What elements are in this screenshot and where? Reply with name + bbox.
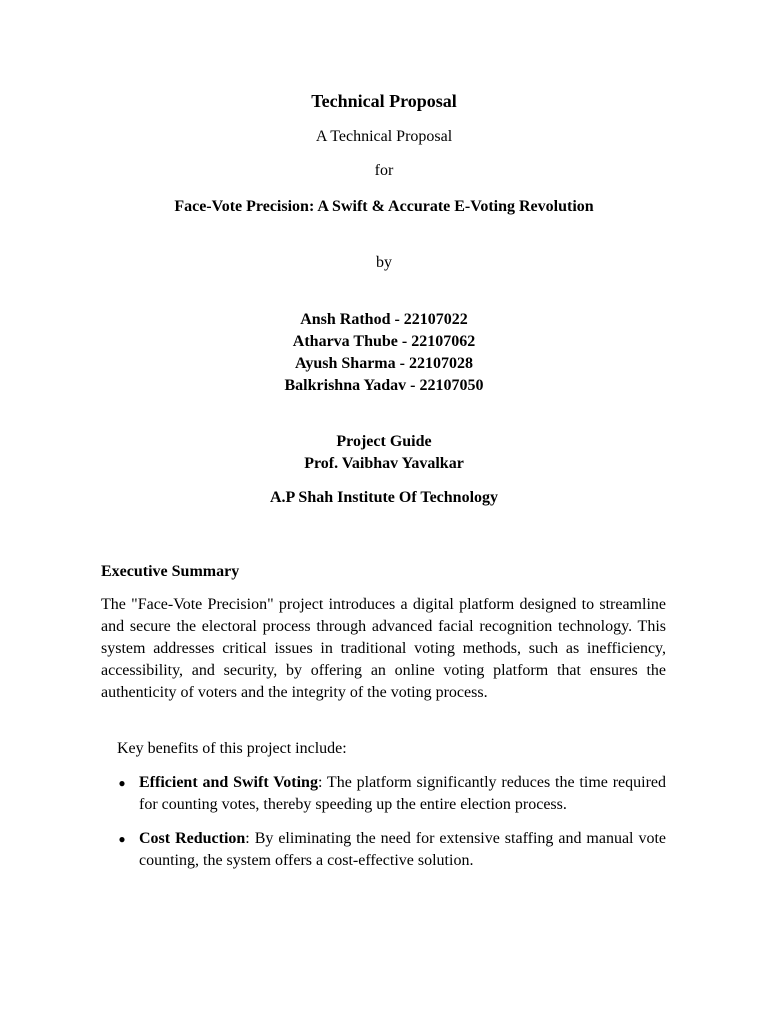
- bullet-icon: ●: [118, 776, 126, 790]
- author-list: [0, 309, 768, 397]
- list-item: [117, 772, 666, 816]
- author-name: Ansh Rathod - 22107022: [300, 311, 468, 328]
- executive-summary-heading: Executive Summary: [101, 563, 240, 580]
- page-title: Technical Proposal: [311, 91, 457, 111]
- benefit-title: Cost Reduction: [139, 830, 246, 847]
- guide-name: Prof. Vaibhav Yavalkar: [304, 455, 464, 472]
- by-label: by: [376, 254, 392, 271]
- for-label: for: [374, 162, 394, 179]
- author-name: Balkrishna Yadav - 22107050: [284, 377, 484, 394]
- guide-label: Project Guide: [336, 433, 432, 450]
- executive-summary-paragraph: The "Face-Vote Precision" project introduces a digital platform designed to streamline and secure the electoral process through advanced facial recognition technology. This system addresses critical issues in traditional voting methods, such as inefficiency, accessibility, and security, by offering an online voting platform that ensures the authenticity of voters and the integrity of the voting process.: [101, 596, 666, 701]
- subtitle: A Technical Proposal: [315, 128, 453, 145]
- bullet-icon: ●: [118, 832, 126, 846]
- project-guide: [0, 431, 768, 475]
- institute-name: A.P Shah Institute Of Technology: [269, 489, 499, 506]
- author-name: Atharva Thube - 22107062: [292, 333, 476, 350]
- benefit-text: : By eliminating the need for extensive staffing and manual vote counting, the system offers a cost-effective solution.: [139, 830, 666, 869]
- benefit-title: Efficient and Swift Voting: [139, 774, 318, 791]
- project-title: Face-Vote Precision: A Swift & Accurate E-Voting Revolution: [174, 198, 594, 215]
- author-name: Ayush Sharma - 22107028: [295, 355, 473, 372]
- list-item: [117, 828, 666, 872]
- benefits-intro: Key benefits of this project include:: [117, 740, 347, 757]
- benefit-text: : The platform significantly reduces the time required for counting votes, thereby speeding up the entire election process.: [139, 774, 666, 813]
- benefits-list: [117, 772, 666, 884]
